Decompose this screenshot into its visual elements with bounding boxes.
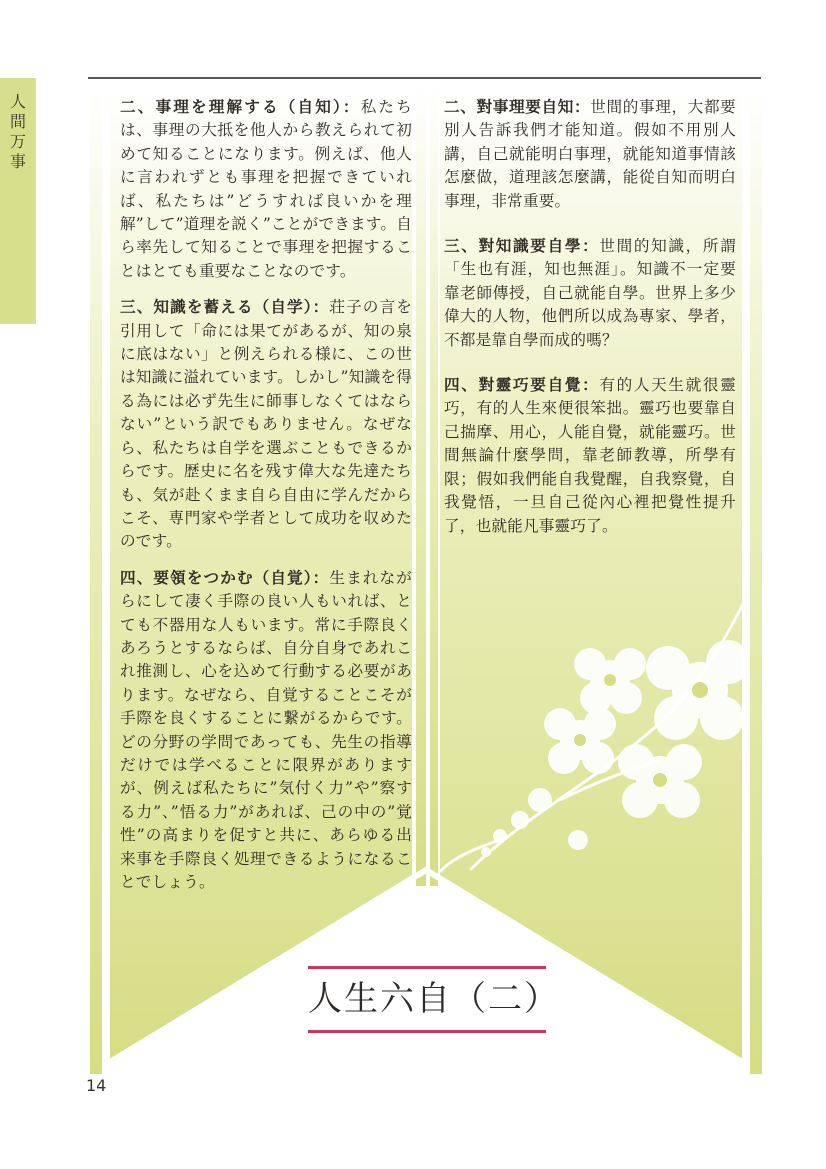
side-section-tab bbox=[0, 78, 36, 324]
paragraph-zixue-zh bbox=[444, 235, 736, 352]
title-bottom-rule bbox=[308, 1030, 546, 1033]
page-number: 14 bbox=[86, 1076, 107, 1095]
paragraph-heading: 三、對知識要自學： bbox=[444, 237, 600, 256]
paragraph-heading: 二、對事理要自知： bbox=[444, 98, 591, 116]
chinese-text-column bbox=[444, 96, 736, 551]
paragraph-zijue-jp bbox=[120, 567, 412, 895]
paragraph-jizhi-jp bbox=[120, 96, 412, 283]
center-strip-left bbox=[416, 86, 426, 886]
paragraph-body: 生まれながらにして凄く手際の良い人もいれば、とても不器用な人もいます。常に手際良くあろうとするならば、自分自身であれこれ推測し、心を込めて行動する必要があります。なぜなら、自覚することこそが手際を良くすることに繋がるからです。どの分野の学問であっても、先生の指導だけでは学べることに限界がありますが、例えば私たちに”気付く力”や”察する力”、”悟る力”があれば、己の中の”覚性”の高まりを促すと共に、あらゆる出来事を手際良く処理できるようになることでしょう。 bbox=[120, 568, 412, 891]
paragraph-body: 世間的知識，所謂「生也有涯，知也無涯」。知識不一定要靠老師傳授，自己就能自學。世界上多少偉大的人物，他們所以成為專家、學者，不都是靠自學而成的嗎？ bbox=[444, 237, 736, 349]
paragraph-body: 荘子の言を引用して「命には果てがあるが、知の泉に底はない」と例えられる様に、この世は知識に溢れています。しかし”知識を得る為には必ず先生に師事しなくてはならない”という訳でもありません。なぜなら、私たちは自学を選ぶこともできるからです。歴史に名を残す偉大な先達たちも、気が赴くまま自ら自由に学んだからこそ、専門家や学者として成功を収めたのです。 bbox=[120, 298, 412, 551]
page-title-block bbox=[308, 966, 560, 1036]
paragraph-body: 世間的事理，大都要別人告訴我們才能知道。假如不用別人講，自己就能明白事理，就能知道事情該怎麼做，道理該怎麼講，能從自知而明白事理，非常重要。 bbox=[444, 98, 736, 210]
right-outer-strip bbox=[750, 86, 762, 1074]
left-outer-strip bbox=[90, 86, 102, 1074]
paragraph-heading: 三、知識を蓄える（自学）： bbox=[120, 298, 330, 317]
side-tab-label: 人間万事 bbox=[9, 92, 26, 171]
paragraph-heading: 四、要領をつかむ（自覚）： bbox=[120, 568, 330, 587]
paragraph-zizhi-zh bbox=[444, 96, 736, 213]
japanese-text-column bbox=[120, 96, 412, 907]
paragraph-heading: 四、對靈巧要自覺： bbox=[444, 376, 600, 395]
title-top-rule bbox=[308, 966, 546, 969]
paragraph-heading: 二、事理を理解する（自知）： bbox=[120, 98, 361, 116]
paragraph-zixue-jp bbox=[120, 296, 412, 553]
paragraph-body: 有的人天生就很靈巧，有的人生來便很笨拙。靈巧也要靠自己揣摩、用心，人能自覺，就能靈巧。世間無論什麼學問，靠老師教導，所學有限；假如我們能自我覺醒，自我察覺，自我覺悟，一旦自己從內心裡把覺性提升了，也就能凡事靈巧了。 bbox=[444, 376, 736, 535]
paragraph-body: 私たちは、事理の大抵を他人から教えられて初めて知ることになります。例えば、他人に言われずとも事理を把握できていれば、私たちは”どうすれば良いかを理解”して”道理を説く”ことができます。自ら率先して知ることで事理を把握することはとても重要なことなのです。 bbox=[120, 98, 412, 280]
top-divider bbox=[88, 77, 761, 79]
center-strip-right bbox=[430, 86, 438, 886]
page-title: 人生六自（二） bbox=[308, 979, 560, 1019]
paragraph-zijue-zh bbox=[444, 374, 736, 538]
